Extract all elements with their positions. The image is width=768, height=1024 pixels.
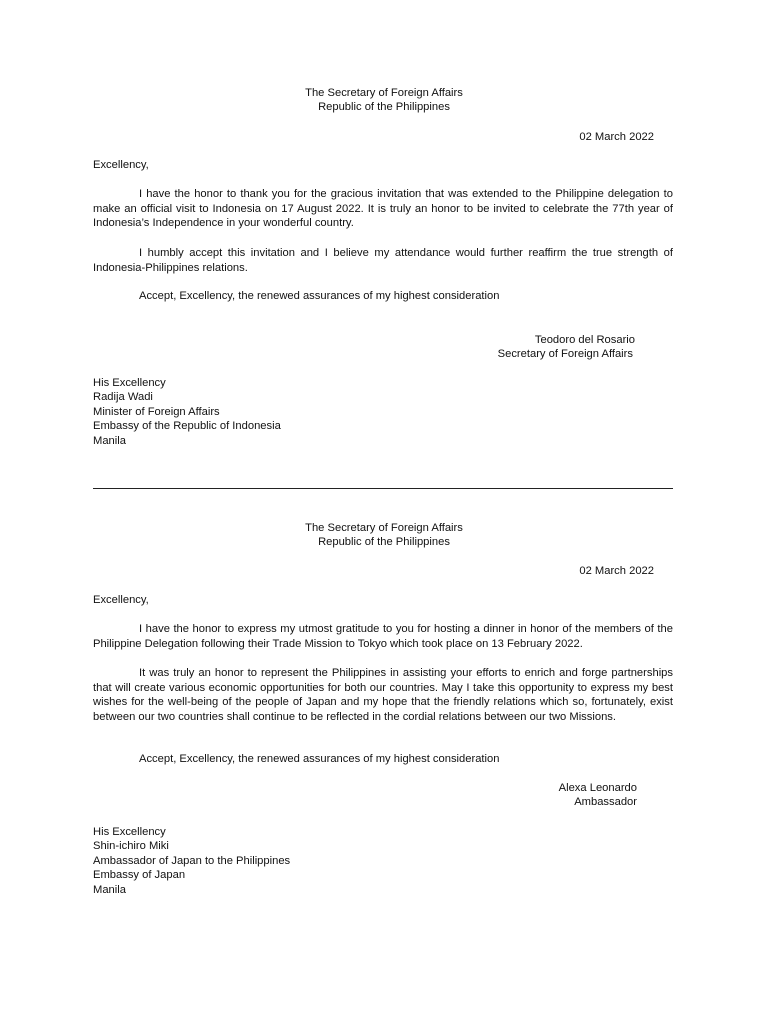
letter2-recipient-line: His Excellency: [93, 826, 166, 838]
letter2-header-title: The Secretary of Foreign Affairs: [305, 522, 463, 534]
letter2-closing: Accept, Excellency, the renewed assurances of my highest consideration: [139, 753, 500, 765]
letter1-paragraph-2: I humbly accept this invitation and I believe my attendance would further reaffirm the true strength of Indonesia-Philippines relations.: [93, 247, 673, 274]
letter2-signature-name: Alexa Leonardo: [558, 782, 637, 794]
letter1-recipient-line: Minister of Foreign Affairs: [93, 406, 220, 418]
letter2-paragraph-1: I have the honor to express my utmost gratitude to you for hosting a dinner in honor of the members of the Philippine Delegation following their Trade Mission to Tokyo which took place on 13 February 2022.: [93, 623, 673, 650]
letter1-header-country: Republic of the Philippines: [318, 101, 450, 113]
letter1-recipient-line: Radija Wadi: [93, 391, 153, 403]
letter2-recipient-line: Manila: [93, 884, 126, 896]
letter1-signature-title: Secretary of Foreign Affairs: [497, 348, 633, 360]
letter2-recipient-line: Ambassador of Japan to the Philippines: [93, 855, 291, 867]
letter1-recipient-line: Manila: [93, 435, 126, 447]
letter2-paragraph-2: It was truly an honor to represent the Philippines in assisting your efforts to enrich and forge partnerships that will create various economic opportunities for both our countries. May I take this opportunity to express my best wishes for the well-being of the people of Japan and my hope that the friendly relations which so, fortunately, exist between our two countries shall continue to be reflected in the cordial relations between our two Missions.: [93, 667, 673, 723]
letter1-closing: Accept, Excellency, the renewed assurances of my highest consideration: [139, 290, 500, 302]
letter1-signature-name: Teodoro del Rosario: [534, 334, 635, 346]
letter2-signature-title: Ambassador: [574, 796, 637, 808]
letter1-recipient-line: Embassy of the Republic of Indonesia: [93, 420, 281, 432]
letter1-header-title: The Secretary of Foreign Affairs: [305, 87, 463, 99]
letter1-paragraph-1: I have the honor to thank you for the gracious invitation that was extended to the Philippine delegation to make an official visit to Indonesia on 17 August 2022. It is truly an honor to be invited to celebrate the 77th year of Indonesia’s Independence in your wonderful country.: [93, 188, 673, 229]
letter1-recipient-line: His Excellency: [93, 377, 166, 389]
letter1-date: 02 March 2022: [579, 131, 654, 143]
letter2-header-country: Republic of the Philippines: [318, 536, 450, 548]
letter2-date: 02 March 2022: [579, 565, 654, 577]
letter2-salutation: Excellency,: [93, 594, 149, 606]
letter1-salutation: Excellency,: [93, 159, 149, 171]
letter-divider: [93, 488, 673, 489]
letter2-recipient-line: Embassy of Japan: [93, 869, 186, 881]
letter2-recipient-line: Shin-ichiro Miki: [93, 840, 169, 852]
